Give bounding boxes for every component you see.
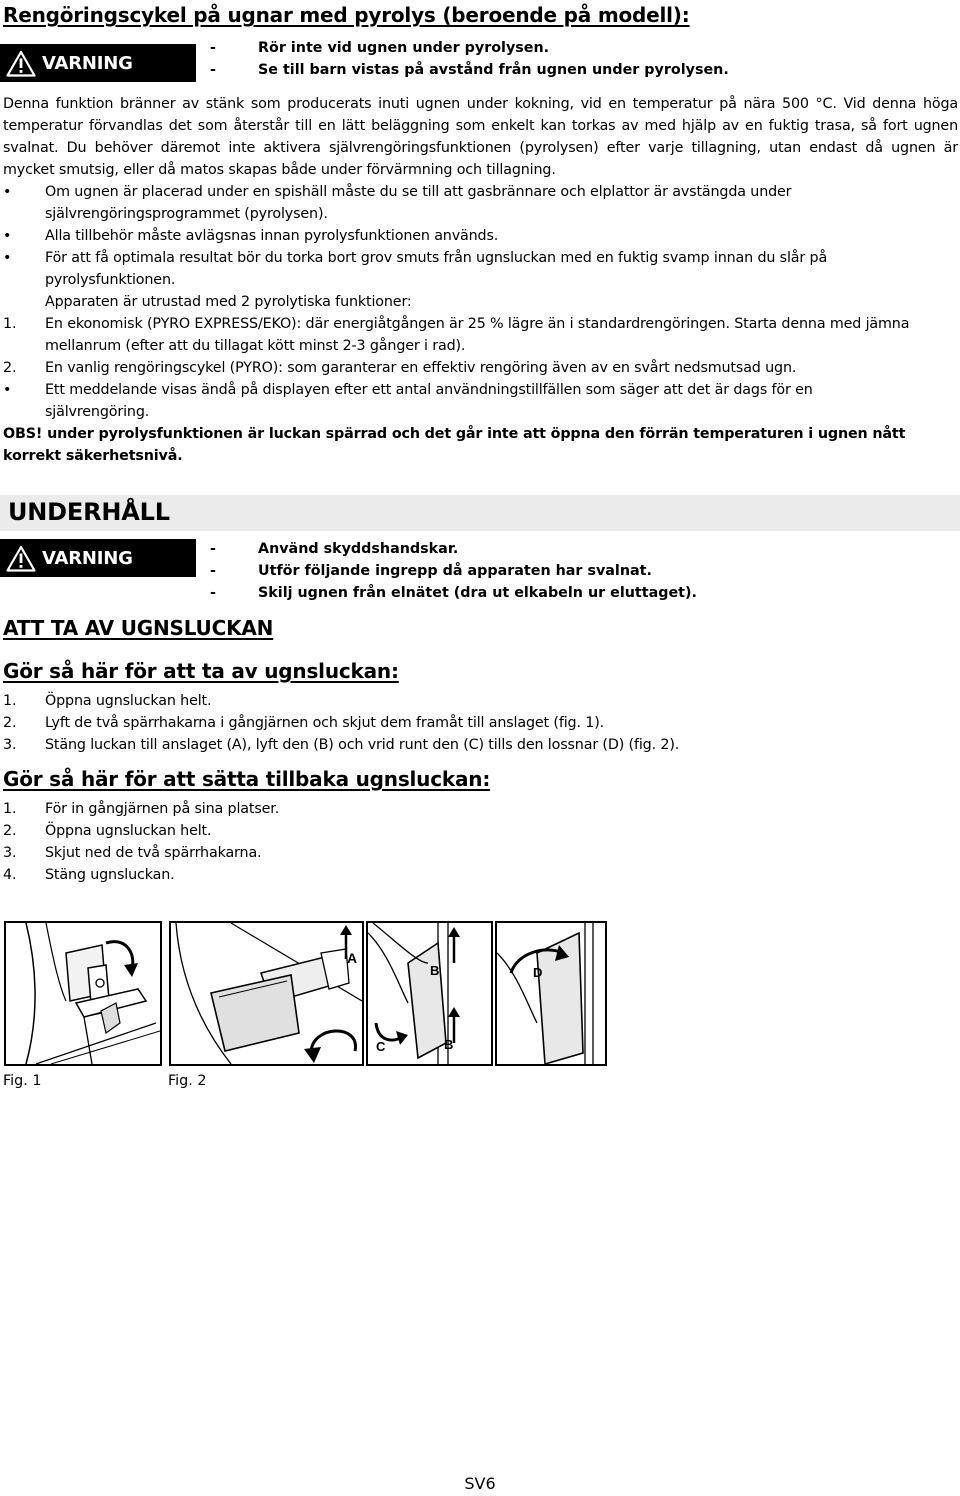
warning-label: VARNING	[42, 52, 133, 74]
door-section-title: ATT TA AV UGNSLUCKAN	[3, 616, 274, 640]
obs-note: OBS! under pyrolysfunktionen är luckan spärrad och det går inte att öppna den förrän temperaturen i ugnen nått korrekt säkerhetsnivå.	[3, 426, 906, 464]
step-item: 1. Öppna ugnsluckan helt.	[3, 693, 212, 709]
intro-line: svalnat. Du behöver däremot inte aktivera självrengöringsfunktionen (pyrolysen) efter varje tillagning, utan endast då ugnen är	[3, 140, 958, 156]
page-number: SV6	[464, 1474, 496, 1493]
remove-door-heading: Gör så här för att ta av ugnsluckan:	[3, 659, 399, 683]
section-title-maintenance: UNDERHÅLL	[0, 495, 960, 531]
door-close-lift-drawing	[171, 923, 362, 1064]
step-item: 1. För in gångjärnen på sina platser.	[3, 801, 280, 817]
fig1-illustration	[4, 921, 162, 1066]
fig-label-a: A	[347, 950, 358, 966]
warning-triangle-icon	[6, 50, 36, 77]
fig2-panel-a	[169, 921, 364, 1066]
fig2-panel-b	[366, 921, 493, 1066]
numbered-item: 2. En vanlig rengöringscykel (PYRO): som garanterar en effektiv rengöring även av en svårt nedsmutsad ugn.	[3, 360, 797, 376]
fig-label-c: C	[376, 1039, 386, 1054]
step-item: 2. Lyft de två spärrhakarna i gångjärnen och skjut dem framåt till anslaget (fig. 1).	[3, 715, 605, 731]
warning-triangle-icon	[6, 545, 36, 572]
door-lift-rotate-drawing	[368, 923, 491, 1064]
fig-label-b: B	[444, 1037, 454, 1052]
hinge-drawing	[6, 923, 160, 1064]
fig1-caption: Fig. 1	[3, 1073, 42, 1089]
warning-label: VARNING	[42, 547, 133, 569]
step-item: 3. Skjut ned de två spärrhakarna.	[3, 845, 262, 861]
intro-line: temperatur förvandlas det som återstår till en lätt beläggning som enkelt kan torkas av med hjälp av en fuktig trasa, så fort ugnen	[3, 118, 958, 134]
fig2-panel-c	[495, 921, 607, 1066]
fig-label-b: B	[430, 963, 440, 978]
fig-label-d: D	[533, 965, 543, 980]
functions-intro: Apparaten är utrustad med 2 pyrolytiska funktioner:	[45, 294, 412, 310]
intro-line: Denna funktion bränner av stänk som producerats inuti ugnen under kokning, vid en temperatur på nära 500 °C. Vid denna höga	[3, 96, 958, 112]
bullet-item: • Alla tillbehör måste avlägsnas innan pyrolysfunktionen används.	[3, 228, 499, 244]
warning-box	[0, 539, 196, 577]
refit-door-heading: Gör så här för att sätta tillbaka ugnsluckan:	[3, 767, 491, 791]
step-item: 2. Öppna ugnsluckan helt.	[3, 823, 212, 839]
intro-paragraph	[3, 93, 958, 181]
intro-line: mycket smutsig, eller då matos skapas både under förvärmning och tillagning.	[3, 162, 556, 178]
bullet-item: • Ett meddelande visas ändå på displayen efter ett antal användningstillfällen som säger att det är dags för en självrengöring.	[3, 382, 813, 420]
bullet-item: • Om ugnen är placerad under en spishäll måste du se till att gasbrännare och elplattor är avstängda under självrengöringsprogrammet (pyrolysen).	[3, 184, 792, 222]
numbered-item: 1. En ekonomisk (PYRO EXPRESS/EKO): där energiåtgången är 25 % lägre än i standardrengöringen. Starta denna med jämna mellanrum (efter att du tillagat kött minst 2-3 gånger i rad).	[3, 316, 910, 354]
door-detach-drawing	[497, 923, 605, 1064]
warning-box	[0, 44, 196, 82]
fig2-caption: Fig. 2	[168, 1073, 207, 1089]
section-title-pyrolysis: Rengöringscykel på ugnar med pyrolys (beroende på modell):	[3, 3, 690, 27]
bullet-item: • För att få optimala resultat bör du torka bort grov smuts från ugnsluckan med en fuktig svamp innan du slår på pyrolysfunktionen.	[3, 250, 828, 288]
step-item: 4. Stäng ugnsluckan.	[3, 867, 175, 883]
step-item: 3. Stäng luckan till anslaget (A), lyft den (B) och vrid runt den (C) tills den lossnar (D) (fig. 2).	[3, 737, 680, 753]
